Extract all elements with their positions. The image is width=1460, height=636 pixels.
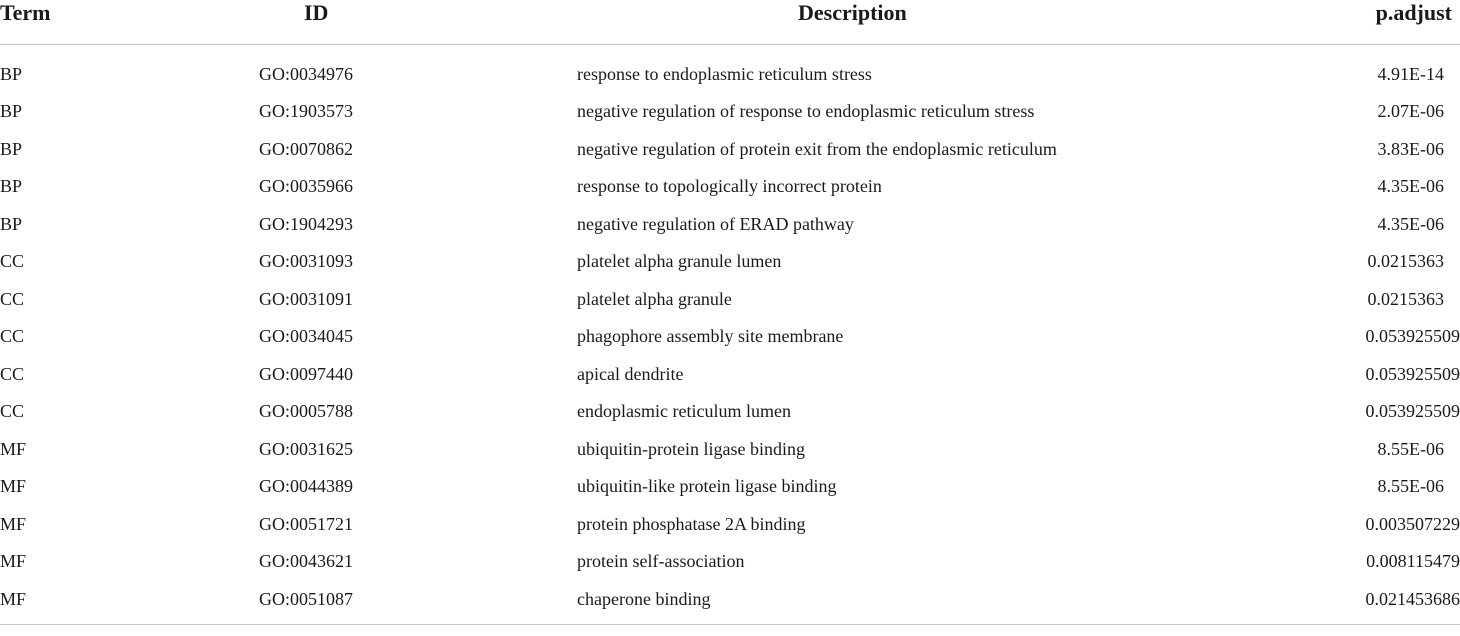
cell-id: GO:1903573 — [259, 101, 353, 122]
cell-term: BP — [0, 63, 23, 84]
cell-description: platelet alpha granule — [577, 288, 732, 309]
table-row — [0, 580, 1460, 624]
header-row — [0, 0, 1460, 45]
cell-description: response to topologically incorrect protein — [577, 176, 882, 197]
table-row — [0, 205, 1460, 243]
cell-term: BP — [0, 176, 23, 197]
cell-description: platelet alpha granule lumen — [577, 251, 782, 272]
cell-id: GO:0044389 — [259, 476, 353, 497]
cell-id: GO:0005788 — [259, 401, 353, 422]
cell-id: GO:0034045 — [259, 326, 353, 347]
cell-p-adjust: 8.55E-06 — [1377, 438, 1444, 459]
table-row — [0, 543, 1460, 581]
cell-term: MF — [0, 580, 255, 624]
table-row — [0, 468, 1460, 506]
table-row — [0, 393, 1460, 431]
cell-id: GO:0034976 — [259, 63, 353, 84]
cell-description: negative regulation of ERAD pathway — [577, 213, 854, 234]
cell-term: MF — [0, 551, 27, 572]
cell-p-adjust: 4.91E-14 — [1377, 63, 1444, 84]
cell-p-adjust: 4.35E-06 — [1377, 176, 1444, 197]
cell-p-adjust: 0.053925509 — [1365, 363, 1460, 384]
cell-p-adjust: 0.0215363 — [1367, 288, 1444, 309]
cell-p-adjust: 4.35E-06 — [1377, 213, 1444, 234]
cell-term: MF — [0, 438, 27, 459]
cell-p-adjust: 0.003507229 — [1365, 513, 1460, 534]
table-row — [0, 355, 1460, 393]
cell-description: protein self-association — [577, 551, 745, 572]
table-row — [0, 318, 1460, 356]
cell-description: negative regulation of response to endoplasmic reticulum stress — [577, 101, 1035, 122]
cell-term: CC — [0, 326, 25, 347]
cell-id: GO:0031093 — [259, 251, 353, 272]
cell-p-adjust: 0.053925509 — [1365, 326, 1460, 347]
cell-p-adjust: 3.83E-06 — [1377, 138, 1444, 159]
cell-term: BP — [0, 101, 23, 122]
cell-term: CC — [0, 251, 25, 272]
cell-p-adjust: 0.0215363 — [1367, 251, 1444, 272]
cell-description: ubiquitin-like protein ligase binding — [577, 476, 837, 497]
header-p-adjust: p.adjust — [1234, 0, 1460, 45]
header-term: Term — [0, 0, 255, 45]
cell-id: GO:1904293 — [259, 213, 353, 234]
cell-description: endoplasmic reticulum lumen — [577, 401, 791, 422]
table-row — [0, 505, 1460, 543]
cell-id: GO:0031091 — [259, 288, 353, 309]
table-row — [0, 130, 1460, 168]
cell-description: apical dendrite — [577, 363, 684, 384]
cell-id: GO:0031625 — [259, 438, 353, 459]
table-row — [0, 93, 1460, 131]
cell-term: CC — [0, 401, 25, 422]
cell-term: MF — [0, 513, 27, 534]
table-row — [0, 168, 1460, 206]
cell-description: protein phosphatase 2A binding — [577, 513, 806, 534]
cell-p-adjust: 2.07E-06 — [1377, 101, 1444, 122]
cell-id: GO:0051721 — [259, 513, 353, 534]
cell-id: GO:0051087 — [255, 580, 577, 624]
table-header — [0, 0, 1460, 45]
cell-p-adjust: 0.021453686 — [1234, 580, 1460, 624]
table-row — [0, 45, 1460, 93]
cell-p-adjust: 0.008115479 — [1366, 551, 1460, 572]
cell-term: BP — [0, 138, 23, 159]
table-row — [0, 280, 1460, 318]
cell-term: MF — [0, 476, 27, 497]
cell-description: negative regulation of protein exit from the endoplasmic reticulum — [577, 138, 1057, 159]
table-row — [0, 430, 1460, 468]
cell-id: GO:0097440 — [259, 363, 353, 384]
table-body — [0, 45, 1460, 625]
cell-id: GO:0043621 — [259, 551, 353, 572]
cell-description: chaperone binding — [577, 580, 1234, 624]
cell-id: GO:0035966 — [259, 176, 353, 197]
table-row — [0, 243, 1460, 281]
header-id: ID — [255, 0, 577, 45]
cell-description: phagophore assembly site membrane — [577, 326, 844, 347]
cell-description: response to endoplasmic reticulum stress — [577, 63, 872, 84]
cell-p-adjust: 0.053925509 — [1365, 401, 1460, 422]
header-description: Description — [577, 0, 1234, 45]
cell-term: CC — [0, 363, 25, 384]
cell-term: CC — [0, 288, 25, 309]
cell-p-adjust: 8.55E-06 — [1377, 476, 1444, 497]
cell-id: GO:0070862 — [259, 138, 353, 159]
cell-description: ubiquitin-protein ligase binding — [577, 438, 805, 459]
cell-term: BP — [0, 213, 23, 234]
